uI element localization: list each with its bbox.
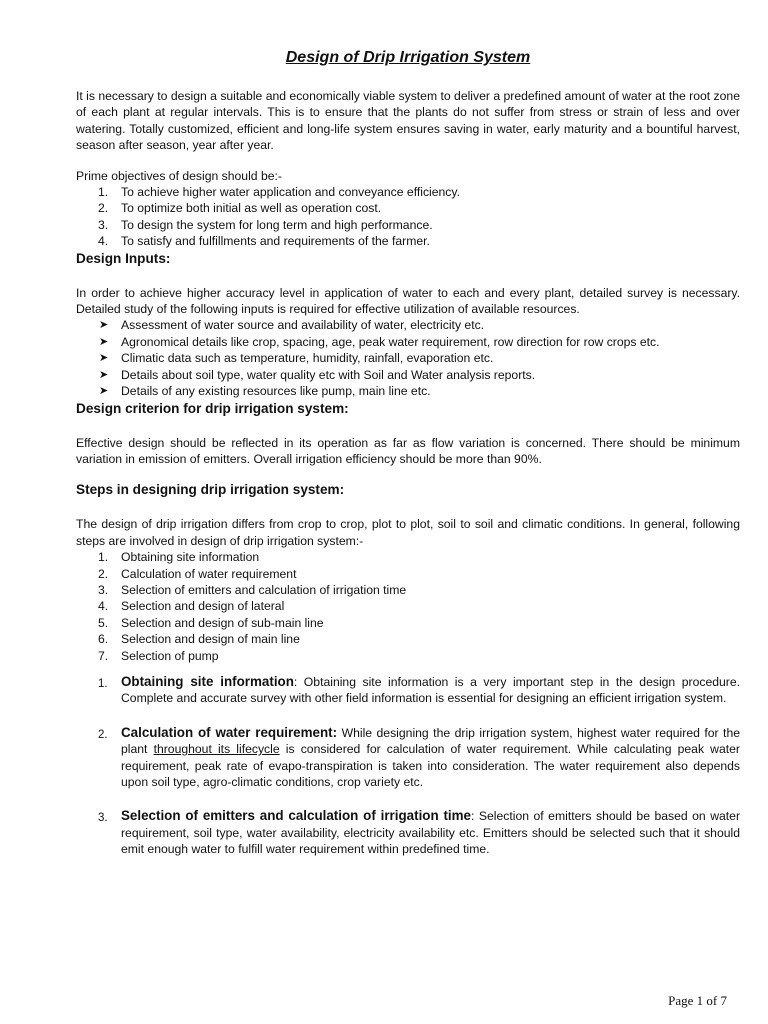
list-item <box>76 582 740 598</box>
list-text: To satisfy and fulfillments and requirements of the farmer. <box>121 234 430 249</box>
steps-list <box>76 549 740 664</box>
list-item <box>76 615 740 631</box>
list-number: 5. <box>98 615 109 630</box>
criterion-heading: Design criterion for drip irrigation system: <box>76 400 349 416</box>
list-text: Details of any existing resources like pump, main line etc. <box>121 384 431 399</box>
list-text: To design the system for long term and high performance. <box>121 217 433 232</box>
step-detail-site-information <box>76 674 740 707</box>
arrow-bullet-icon: ➤ <box>99 352 109 365</box>
step-text: While designing the drip irrigation system, highest water required for the plant <box>121 725 740 757</box>
list-item <box>76 367 740 383</box>
step-number: 3. <box>98 812 108 825</box>
list-item <box>76 350 740 366</box>
step-text: : Selection of emitters should be based on water requirement, soil type, water availability, electricity availability etc. Emitters should be selected such that it should emit enough water to fulfill water requirement within predefined time. <box>121 809 741 857</box>
list-number: 3. <box>98 217 109 232</box>
step-detail-water-requirement <box>76 725 740 791</box>
steps-paragraph: The design of drip irrigation differs from crop to crop, plot to plot, soil to soil and climatic conditions. In general, following steps are involved in design of drip irrigation system:- <box>76 517 740 548</box>
list-text: Climatic data such as temperature, humidity, rainfall, evaporation etc. <box>121 351 494 366</box>
arrow-bullet-icon: ➤ <box>99 319 109 332</box>
list-number: 4. <box>98 234 109 249</box>
list-item <box>76 200 740 216</box>
list-item <box>76 184 740 200</box>
list-item <box>76 631 740 647</box>
list-text: Assessment of water source and availability of water, electricity etc. <box>121 318 485 333</box>
list-item <box>76 317 740 333</box>
list-item <box>76 217 740 233</box>
document-title: Design of Drip Irrigation System <box>285 49 531 66</box>
list-item <box>76 233 740 249</box>
criterion-paragraph: Effective design should be reflected in its operation as far as flow variation is concerned. There should be minimum variation in emission of emitters. Overall irrigation efficiency should be more than 90%. <box>76 435 740 466</box>
list-number: 2. <box>98 566 109 581</box>
list-item <box>76 549 740 565</box>
page-number: Page 1 of 7 <box>668 993 727 1008</box>
list-item <box>76 566 740 582</box>
step-details <box>76 674 740 858</box>
list-text: Calculation of water requirement <box>121 566 297 581</box>
list-text: To optimize both initial as well as operation cost. <box>121 201 382 216</box>
list-number: 6. <box>98 632 109 647</box>
list-number: 3. <box>98 582 109 597</box>
list-number: 2. <box>98 201 109 216</box>
list-text: Selection and design of main line <box>121 632 300 647</box>
list-text: Agronomical details like crop, spacing, age, peak water requirement, row direction for row crops etc. <box>121 334 660 349</box>
step-lead: Obtaining site information <box>121 673 294 689</box>
objectives-list <box>76 184 740 250</box>
list-text: Selection and design of lateral <box>121 599 285 614</box>
steps-heading: Steps in designing drip irrigation system: <box>76 482 345 498</box>
step-detail-emitters <box>76 808 740 857</box>
list-item <box>76 648 740 664</box>
step-text: : Obtaining site information is a very important step in the design procedure. Complete and accurate survey with other field information is essential for designing an efficient irrigation system. <box>121 674 740 706</box>
step-lead: Calculation of water requirement: <box>121 724 338 740</box>
step-number: 1. <box>98 677 108 690</box>
design-inputs-list <box>76 317 740 399</box>
list-number: 7. <box>98 648 109 663</box>
list-item <box>76 383 740 399</box>
step-text: is considered for calculation of water requirement. While calculating peak water requirement, peak rate of evapo-transpiration is taken into consideration. The water requirement also depends upon soil type, agro-climatic conditions, crop variety etc. <box>121 742 740 789</box>
list-number: 1. <box>98 185 109 200</box>
list-text: Selection and design of sub-main line <box>121 615 324 630</box>
design-inputs-heading: Design Inputs: <box>76 250 171 266</box>
list-text: Selection of emitters and calculation of irrigation time <box>121 582 407 597</box>
list-text: Details about soil type, water quality etc with Soil and Water analysis reports. <box>121 367 536 382</box>
design-inputs-paragraph: In order to achieve higher accuracy level in application of water to each and every plant, detailed survey is necessary. Detailed study of the following inputs is required for effective utilization of available resources. <box>76 285 740 317</box>
arrow-bullet-icon: ➤ <box>99 385 109 398</box>
objectives-lead: Prime objectives of design should be:- <box>76 168 282 183</box>
list-number: 4. <box>98 599 109 614</box>
intro-paragraph: It is necessary to design a suitable and economically viable system to deliver a predefined amount of water at the root zone of each plant at regular intervals. This is to ensure that the plants do not suffer from stress or strain of less and over watering. Totally customized, efficient and long-life system ensures saving in water, early maturity and a bountiful harvest, season after season, year after year. <box>76 89 740 153</box>
arrow-bullet-icon: ➤ <box>99 335 109 348</box>
step-number: 2. <box>98 728 108 741</box>
list-number: 1. <box>98 550 109 565</box>
list-text: Selection of pump <box>121 648 219 663</box>
list-item <box>76 334 740 350</box>
list-text: Obtaining site information <box>121 550 260 565</box>
step-lead: Selection of emitters and calculation of irrigation time <box>121 808 472 824</box>
step-underlined-text: throughout its lifecycle <box>153 742 280 757</box>
arrow-bullet-icon: ➤ <box>99 368 109 381</box>
list-item <box>76 598 740 614</box>
list-text: To achieve higher water application and conveyance efficiency. <box>121 185 460 200</box>
document-page <box>76 48 740 876</box>
